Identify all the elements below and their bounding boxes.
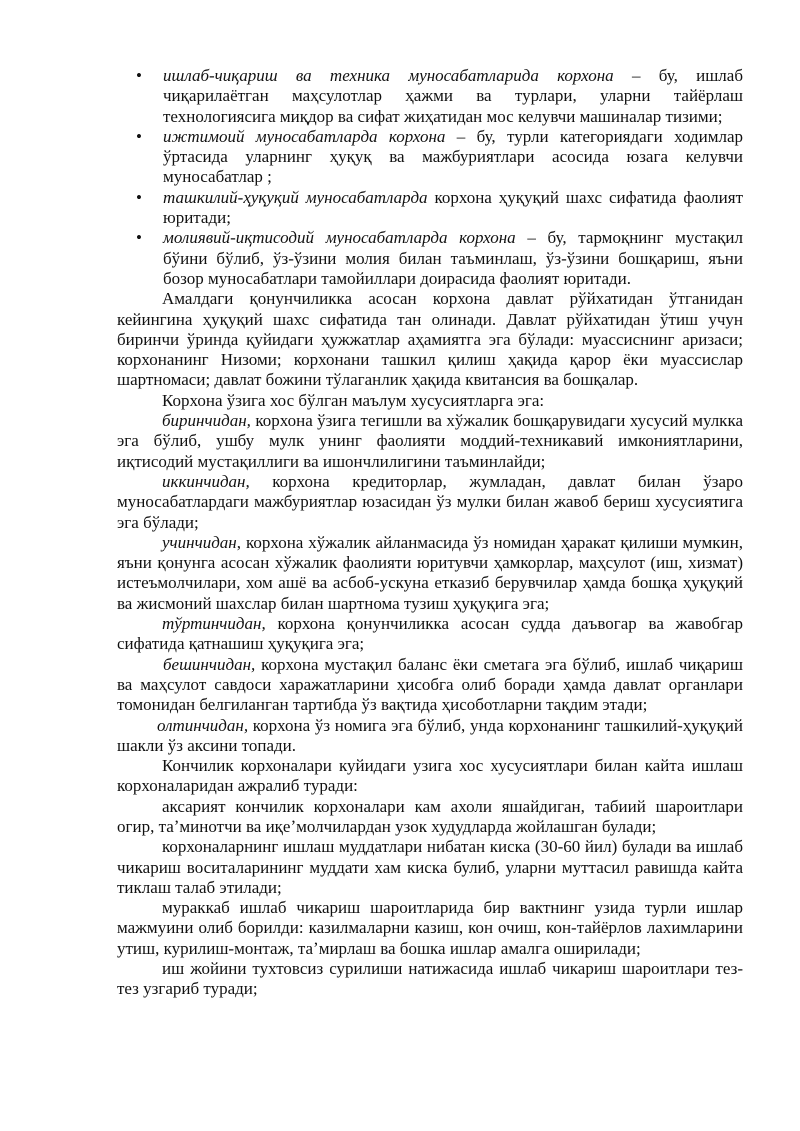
bullet-item bbox=[136, 187, 744, 229]
feature-term: тўртинчидан, bbox=[162, 614, 266, 634]
feature-item bbox=[117, 411, 743, 472]
feature-item bbox=[117, 533, 743, 614]
mining-item: иш жойини тухтовсиз сурилиши натижасида ишлаб чикариш шароитлари тез-тез узгариб туради; bbox=[117, 959, 743, 999]
bullet-list bbox=[117, 66, 743, 289]
feature-term: учинчидан bbox=[162, 532, 237, 552]
mining-item: мураккаб ишлаб чикариш шароитларида бир вактнинг узида турли ишлар мажмуини олиб борилди: казилмаларни казиш, кон очиш, кон-тайёрлов лахимларини утиш, курилиш-монтаж, таʼмирлаш ва бошка ишлар амалга оширилади; bbox=[117, 898, 743, 958]
feature-text: корхона ўзига тегишли ва хўжалик бошқарувидаги хусусий мулкка эга бўлиб, ушбу мулк унинг фаолияти моддий-техникавий имкониятларини, иқтисодий мустақиллиги ва ишончлилигини таъминлайди; bbox=[117, 411, 743, 471]
bullet-term: ижтимоий муносабатларда корхона bbox=[163, 126, 446, 146]
feature-text: корхона мустақил баланс ёки сметага эга бўлиб, ишлаб чиқариш ва маҳсулот савдоси харажатларини ҳисобга олиб боради ҳамда давлат органлари томонидан белгиланган тартибда ўз вақтида ҳисоботларни тақдим этади; bbox=[117, 654, 743, 715]
bullet-term: ташкилий-ҳуқуқий муносабатларда bbox=[163, 187, 428, 207]
mining-item: корхоналарнинг ишлаш муддатлари нибатан киска (30-60 йил) булади ва ишлаб чикариш воситаларининг муддати хам киска булиб, уларни муттасил равишда кайта тиклаш талаб этилади; bbox=[117, 837, 743, 897]
feature-text: корхона қонунчиликка асосан судда даъвогар ва жавобгар сифатида қатнашиш ҳуқуқига эга; bbox=[117, 614, 743, 654]
bullet-term: ишлаб-чиқариш ва техника муносабатларида корхона bbox=[163, 66, 614, 85]
feature-text: корхона кредиторлар, жумладан, давлат билан ўзаро муносабатлардаги мажбуриятлар юзасидан ўз мулки билан жавоб бериш хусусиятига эга бўлади; bbox=[117, 471, 743, 532]
feature-term: бешинчидан, bbox=[163, 654, 256, 674]
paragraph-registration: Амалдаги қонунчиликка асосан корхона давлат рўйхатидан ўтганидан кейингина ҳуқуқий шахс сифатида тан олинади. Давлат рўйхатидан ўтиш учун биринчи ўринда қуйидаги ҳужжатлар аҳамиятга эга бўлади: муассиснинг аризаси; корхонанинг Низоми; корхонани ташкил қилиш ҳақида қарор ёки муассислар шартномаси; давлат божини тўлаганлик ҳақида квитансия ва бошқалар. bbox=[117, 289, 743, 390]
feature-text: , корхона хўжалик айланмасида ўз номидан ҳаракат қилиши мумкин, яъни қонунга асосан хўжалик фаолияти юритувчи ҳамкорлар, маҳсулот (иш, хизмат) истеъмолчилари, хом ашё ва асбоб-ускуна етказиб берувчилар ҳамда бошқа ҳуқуқий ва жисмоний шахслар билан шартнома тузиш ҳуқуқига эга; bbox=[117, 532, 743, 613]
feature-item bbox=[117, 614, 743, 655]
bullet-text: корхона ҳуқуқий шахс сифатида фаолият юритади; bbox=[163, 187, 744, 228]
feature-text: корхона ўз номига эга бўлиб, унда корхонанинг ташкилий-ҳуқуқий шакли ўз аксини топади. bbox=[117, 715, 743, 755]
feature-item bbox=[117, 472, 743, 533]
feature-term: биринчидан, bbox=[162, 411, 251, 431]
feature-item bbox=[117, 716, 743, 757]
bullet-term: молиявий-иқтисодий муносабатларда корхона bbox=[163, 228, 516, 248]
feature-term: иккинчидан, bbox=[162, 471, 250, 491]
bullet-text: – бу, ишлаб чиқарилаётган маҳсулотлар ҳажми ва турлари, уларни тайёрлаш технологиясига миқдор ва сифат жиҳатидан мос келувчи машиналар тизими; bbox=[163, 66, 743, 126]
paragraph-mining-intro: Кончилик корхоналари куйидаги узига хос хусусиятлари билан кайта ишлаш корхоналаридан ажралиб туради: bbox=[117, 756, 743, 796]
feature-term: олтинчидан, bbox=[157, 715, 249, 735]
bullet-item bbox=[136, 66, 743, 127]
mining-item: аксарият кончилик корхоналари кам ахоли яшайдиган, табиий шароитлари огир, таʼминотчи ва иқеʼмолчилардан узок худудларда жойлашган булади; bbox=[117, 796, 743, 836]
feature-item bbox=[117, 655, 743, 716]
bullet-text: – бу, турли категориядаги ходимлар ўртасида уларнинг ҳуқуқ ва мажбуриятлари асосида юзага келувчи муносабатлар ; bbox=[163, 126, 743, 187]
bullet-icon: • bbox=[136, 126, 142, 146]
bullet-item bbox=[136, 228, 743, 289]
bullet-icon: • bbox=[136, 228, 142, 248]
bullet-item bbox=[136, 126, 743, 188]
paragraph-features-intro: Корхона ўзига хос бўлган маълум хусусиятларга эга: bbox=[162, 390, 545, 410]
bullet-icon: • bbox=[136, 66, 142, 85]
bullet-text: – бу, тармоқнинг мустақил бўини бўлиб, ўз-ўзини молия билан таъминлаш, ўз-ўзини бошқариш, яъни бозор муносабатлари тамойиллари доирасида фаолият юритади. bbox=[163, 228, 743, 288]
bullet-icon: • bbox=[136, 187, 142, 207]
